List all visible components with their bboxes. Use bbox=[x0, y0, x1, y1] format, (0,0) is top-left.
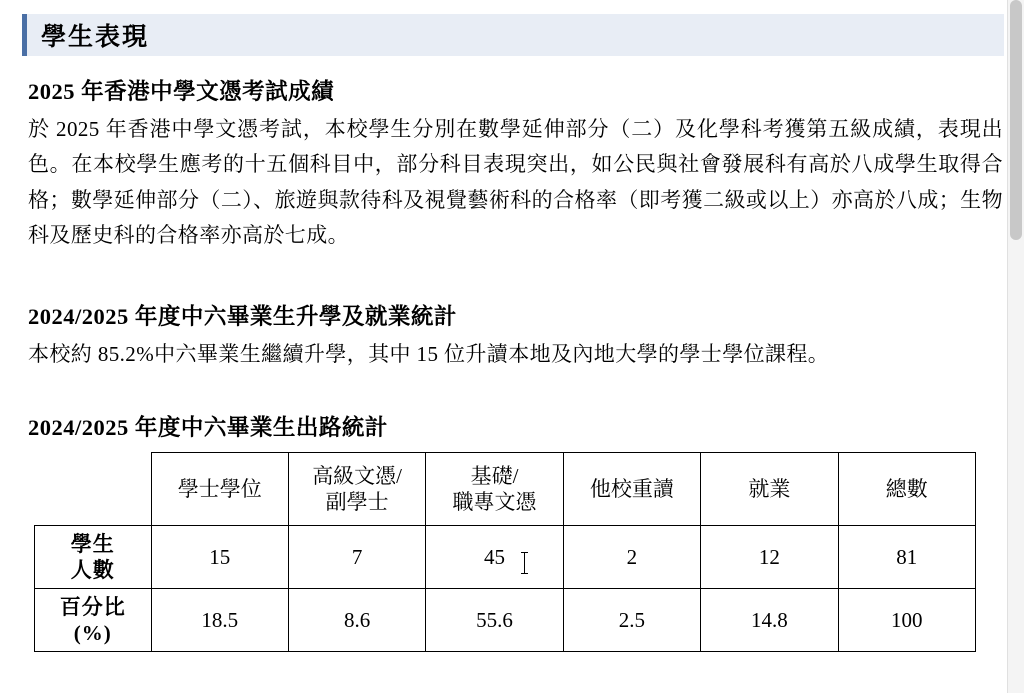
col-header-line1: 基礎/ bbox=[470, 464, 519, 489]
col-header-line2: 副學士 bbox=[325, 490, 389, 515]
spacer bbox=[28, 253, 1003, 291]
paragraph-further-study: 本校約 85.2%中六畢業生繼續升學，其中 15 位升讀本地及內地大學的學士學位課程。 bbox=[28, 342, 830, 367]
destination-statistics-table bbox=[34, 452, 976, 652]
section-banner-title: 學生表現 bbox=[41, 24, 150, 51]
row-header-line2: (%) bbox=[73, 621, 112, 646]
table-cell: 55.6 bbox=[426, 589, 563, 652]
table-column-header bbox=[288, 453, 425, 526]
paragraph-dse-results: 於 2025 年香港中學文憑考試，本校學生分別在數學延伸部分（二）及化學科考獲第五級成績，表現出色。在本校學生應考的十五個科目中，部分科目表現突出，如公民與社會發展科有高於八成學生取得合格；數學延伸部分（二）、旅遊與款待科及視覺藝術科的合格率（即考獲二級或以上）亦高於八成；生物科及歷史科的合格率亦高於七成。 bbox=[28, 117, 1003, 247]
row-header-line2: 人數 bbox=[70, 558, 115, 583]
table-cell: 81 bbox=[838, 526, 975, 589]
table-row-header bbox=[35, 589, 152, 652]
row-header-line1: 學生 bbox=[70, 532, 115, 557]
table-column-header bbox=[563, 453, 700, 526]
table-cell: 45 bbox=[426, 526, 563, 589]
table-cell: 12 bbox=[701, 526, 838, 589]
heading-destination-table: 2024/2025 年度中六畢業生出路統計 bbox=[28, 415, 388, 441]
heading-further-study: 2024/2025 年度中六畢業生升學及就業統計 bbox=[28, 304, 457, 330]
col-header-line2: 職專文憑 bbox=[452, 490, 537, 515]
text-cursor bbox=[524, 552, 525, 574]
table-row-header bbox=[35, 526, 152, 589]
spacer bbox=[28, 372, 1003, 402]
document-content bbox=[28, 66, 1003, 652]
table-row bbox=[35, 526, 976, 589]
col-header-line1: 總數 bbox=[885, 477, 928, 502]
table-cell: 18.5 bbox=[151, 589, 288, 652]
table-cell: 2 bbox=[563, 526, 700, 589]
table-cell: 2.5 bbox=[563, 589, 700, 652]
table-row bbox=[35, 589, 976, 652]
scrollbar-track[interactable] bbox=[1007, 0, 1024, 693]
table-header-row bbox=[35, 453, 976, 526]
table-corner-cell bbox=[35, 453, 152, 526]
section-banner bbox=[22, 14, 1004, 56]
col-header-line1: 高級文憑/ bbox=[312, 464, 403, 489]
table-column-header bbox=[151, 453, 288, 526]
destination-table-wrapper bbox=[34, 452, 1003, 652]
col-header-line1: 學士學位 bbox=[177, 477, 262, 502]
heading-dse-results: 2025 年香港中學文憑考試成績 bbox=[28, 79, 335, 104]
table-cell: 15 bbox=[151, 526, 288, 589]
scrollbar-thumb[interactable] bbox=[1010, 0, 1022, 240]
col-header-line1: 就業 bbox=[748, 477, 791, 502]
col-header-line1: 他校重讀 bbox=[589, 477, 674, 502]
table-cell: 100 bbox=[838, 589, 975, 652]
table-column-header bbox=[701, 453, 838, 526]
table-cell: 7 bbox=[288, 526, 425, 589]
row-header-line1: 百分比 bbox=[59, 595, 126, 620]
table-column-header bbox=[838, 453, 975, 526]
table-column-header bbox=[426, 453, 563, 526]
table-cell: 8.6 bbox=[288, 589, 425, 652]
table-cell: 14.8 bbox=[701, 589, 838, 652]
